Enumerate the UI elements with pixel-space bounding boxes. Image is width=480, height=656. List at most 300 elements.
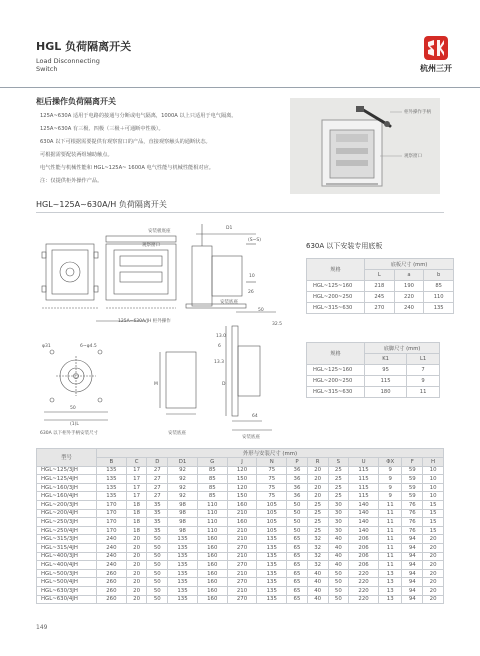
- table-cell: 270: [227, 578, 257, 587]
- table-row: [37, 569, 444, 578]
- table-cell: 260: [97, 569, 127, 578]
- table-cell: 135: [97, 492, 127, 501]
- table-cell: 40: [328, 535, 349, 544]
- table-cell: 160: [197, 586, 227, 595]
- table-cell: 20: [126, 595, 147, 604]
- table-cell: 15: [423, 509, 444, 518]
- table-cell: 135: [97, 466, 127, 475]
- page-number: 149: [36, 624, 48, 631]
- table-cell: 40: [328, 552, 349, 561]
- table-cell: 270: [227, 595, 257, 604]
- brand-logo: [416, 36, 456, 74]
- table-cell: HGL~630/4JH: [37, 595, 97, 604]
- table-cell: 135: [257, 586, 287, 595]
- table-cell: 20: [307, 475, 328, 484]
- table-cell: 135: [424, 303, 454, 314]
- table1-header-group: 底板尺寸 (mm): [365, 259, 454, 270]
- table-cell: 135: [168, 569, 198, 578]
- table-cell: 20: [423, 552, 444, 561]
- table-row: [307, 281, 454, 292]
- table-cell: 20: [307, 492, 328, 501]
- table-cell: 40: [307, 569, 328, 578]
- main-subheader: C: [126, 458, 147, 467]
- table-cell: 240: [97, 561, 127, 570]
- table1-caption: 630A 以下安装专用底板: [306, 242, 383, 250]
- drawing-caption-outside-operation: 125A~630A/JH 柜外操作: [118, 319, 171, 324]
- table-cell: 25: [307, 500, 328, 509]
- table-cell: 140: [349, 509, 379, 518]
- description-paragraph: 注：仅提供柜外操作产品。: [40, 178, 103, 184]
- table-cell: 110: [197, 509, 227, 518]
- table-row: [37, 518, 444, 527]
- table-cell: 95: [365, 365, 407, 376]
- table-cell: 260: [97, 586, 127, 595]
- table-cell: 50: [147, 586, 168, 595]
- table-cell: 135: [97, 483, 127, 492]
- table-cell: 94: [402, 569, 423, 578]
- table-row: [37, 586, 444, 595]
- table-row: [37, 483, 444, 492]
- table-row: [37, 535, 444, 544]
- logo-mark-icon: [424, 36, 448, 60]
- table-cell: 18: [126, 526, 147, 535]
- main-subheader: U: [349, 458, 379, 467]
- main-subheader: G: [197, 458, 227, 467]
- table-cell: 10: [423, 475, 444, 484]
- table-cell: HGL~250/3JH: [37, 518, 97, 527]
- table1-subheader: a: [394, 270, 424, 281]
- table-cell: 94: [402, 552, 423, 561]
- table-cell: 135: [257, 595, 287, 604]
- table-cell: 20: [126, 561, 147, 570]
- table-cell: 11: [378, 509, 402, 518]
- table-cell: 260: [97, 578, 127, 587]
- table-cell: 36: [287, 466, 308, 475]
- drawing-caption-handle-mount: 630A 以下柜外手柄安装尺寸: [40, 431, 99, 436]
- dimension-drawing: [36, 216, 296, 446]
- table-cell: 20: [423, 535, 444, 544]
- table-row: [37, 500, 444, 509]
- table-cell: HGL~400/3JH: [37, 552, 97, 561]
- table-cell: 75: [257, 492, 287, 501]
- table-cell: 50: [147, 552, 168, 561]
- table-cell: 115: [349, 492, 379, 501]
- table-cell: 35: [147, 526, 168, 535]
- table-cell: 15: [423, 518, 444, 527]
- photo-label-window: 观察窗口: [404, 154, 422, 159]
- table-cell: 65: [287, 552, 308, 561]
- table-cell: 240: [97, 543, 127, 552]
- table-cell: 160: [197, 569, 227, 578]
- main-subheader: N: [257, 458, 287, 467]
- table-cell: 50: [147, 535, 168, 544]
- table-cell: 13: [378, 595, 402, 604]
- table-cell: 27: [147, 492, 168, 501]
- table-cell: 160: [227, 518, 257, 527]
- table-cell: 92: [168, 475, 198, 484]
- table-cell: 135: [257, 543, 287, 552]
- main-subheader: P: [287, 458, 308, 467]
- drawing-caption-base-side: 安装底座: [242, 435, 260, 440]
- drawing-label-mount-base: 安装底座: [220, 300, 238, 305]
- table-cell: HGL~160/4JH: [37, 492, 97, 501]
- description-paragraph: 125A~630A 有三极、四极（三极＋可通断中性极）。: [40, 126, 164, 132]
- table-cell: 36: [287, 475, 308, 484]
- product-photo: [290, 98, 440, 194]
- table-cell: 270: [365, 303, 395, 314]
- table-cell: 50: [287, 509, 308, 518]
- dim-label: 50: [70, 406, 76, 411]
- table-cell: 206: [349, 543, 379, 552]
- table-cell: 120: [227, 483, 257, 492]
- table-cell: HGL~125/3JH: [37, 466, 97, 475]
- table-cell: 15: [423, 526, 444, 535]
- table-cell: 36: [287, 483, 308, 492]
- table-cell: 20: [423, 595, 444, 604]
- table-cell: 11: [378, 500, 402, 509]
- table-cell: 20: [126, 543, 147, 552]
- table-cell: 220: [349, 578, 379, 587]
- table-cell: 94: [402, 535, 423, 544]
- table-cell: 105: [257, 509, 287, 518]
- table-cell: 240: [97, 552, 127, 561]
- table-cell: 98: [168, 526, 198, 535]
- table-cell: 85: [197, 483, 227, 492]
- table-cell: 65: [287, 535, 308, 544]
- table-cell: 135: [257, 569, 287, 578]
- table-cell: 59: [402, 475, 423, 484]
- table-cell: 25: [307, 526, 328, 535]
- table-cell: 135: [168, 561, 198, 570]
- table1-header-model: 规格: [307, 259, 365, 281]
- table2-subheader: K1: [365, 354, 407, 365]
- dim-label: φ31: [42, 344, 51, 349]
- table-cell: 115: [365, 376, 407, 387]
- table-cell: 59: [402, 466, 423, 475]
- table-cell: 98: [168, 500, 198, 509]
- table-cell: 40: [307, 595, 328, 604]
- table-cell: 170: [97, 500, 127, 509]
- table-cell: 20: [126, 569, 147, 578]
- table-cell: 40: [307, 578, 328, 587]
- table-cell: 40: [328, 543, 349, 552]
- table-cell: HGL~315~630: [307, 387, 365, 398]
- table-cell: 160: [227, 500, 257, 509]
- table-cell: 135: [97, 475, 127, 484]
- table-cell: 50: [287, 500, 308, 509]
- dimensions-table: [36, 448, 444, 604]
- table-cell: HGL~125~160: [307, 365, 365, 376]
- table-cell: 85: [424, 281, 454, 292]
- table-cell: HGL~500/3JH: [37, 569, 97, 578]
- table-cell: 115: [349, 466, 379, 475]
- table-cell: HGL~200/4JH: [37, 509, 97, 518]
- table-cell: 220: [349, 586, 379, 595]
- foot-size-table: [306, 342, 440, 398]
- table-cell: 25: [328, 483, 349, 492]
- dim-label: 10: [249, 274, 255, 279]
- table-cell: 9: [378, 475, 402, 484]
- table-cell: HGL~125~160: [307, 281, 365, 292]
- main-subheader: B: [97, 458, 127, 467]
- table-cell: HGL~250/4JH: [37, 526, 97, 535]
- table-cell: 40: [328, 561, 349, 570]
- table-cell: 32: [307, 561, 328, 570]
- main-subheader: H: [423, 458, 444, 467]
- table-cell: 11: [378, 552, 402, 561]
- table-cell: 94: [402, 595, 423, 604]
- table-cell: 30: [328, 526, 349, 535]
- table-cell: 27: [147, 475, 168, 484]
- table-cell: 32: [307, 535, 328, 544]
- table-cell: 218: [365, 281, 395, 292]
- table-cell: 135: [168, 552, 198, 561]
- table-cell: 240: [394, 303, 424, 314]
- table-cell: 65: [287, 561, 308, 570]
- table-row: [307, 303, 454, 314]
- table-cell: 135: [168, 543, 198, 552]
- table-cell: HGL~315~630: [307, 303, 365, 314]
- table-cell: 20: [423, 543, 444, 552]
- table-cell: 210: [227, 509, 257, 518]
- table2-header-group: 底脚尺寸 (mm): [365, 343, 440, 354]
- table-cell: 135: [168, 578, 198, 587]
- table-cell: 160: [197, 561, 227, 570]
- table-cell: 65: [287, 595, 308, 604]
- table-cell: 110: [197, 518, 227, 527]
- table-cell: 9: [407, 376, 440, 387]
- table1-subheader: b: [424, 270, 454, 281]
- table-cell: 206: [349, 561, 379, 570]
- table-cell: 10: [423, 483, 444, 492]
- table-cell: 18: [126, 509, 147, 518]
- dim-label: 64: [252, 414, 258, 419]
- table-row: [37, 552, 444, 561]
- table-cell: 15: [423, 500, 444, 509]
- table-cell: 120: [227, 466, 257, 475]
- title-block: [36, 40, 131, 73]
- table-cell: 92: [168, 466, 198, 475]
- table-cell: 9: [378, 466, 402, 475]
- table-cell: 115: [349, 483, 379, 492]
- description-paragraph: 630A 以下可根据需要提供有观察窗口的产品，直接观察触头的通断状态。: [40, 139, 211, 145]
- table-cell: 20: [307, 483, 328, 492]
- table-cell: 210: [227, 569, 257, 578]
- table-cell: 245: [365, 292, 395, 303]
- dim-label: 32.5: [272, 322, 283, 327]
- page-title: HGL 负荷隔离开关: [36, 40, 132, 53]
- table-cell: 140: [349, 526, 379, 535]
- table-cell: 35: [147, 518, 168, 527]
- table-cell: 206: [349, 552, 379, 561]
- table-cell: HGL~630/3JH: [37, 586, 97, 595]
- table-cell: 20: [126, 586, 147, 595]
- table-cell: 17: [126, 483, 147, 492]
- table-cell: 17: [126, 492, 147, 501]
- table-cell: 11: [378, 561, 402, 570]
- table-row: [37, 492, 444, 501]
- table-cell: 65: [287, 569, 308, 578]
- table-cell: 220: [349, 569, 379, 578]
- table-cell: 135: [257, 535, 287, 544]
- dim-label: 26: [248, 290, 254, 295]
- table-cell: 135: [168, 595, 198, 604]
- dim-label: D: [222, 382, 226, 387]
- table-cell: 13: [378, 578, 402, 587]
- table-cell: 65: [287, 578, 308, 587]
- table-cell: 10: [423, 492, 444, 501]
- dim-label: (1)L: [70, 422, 79, 427]
- table-cell: 20: [307, 466, 328, 475]
- photo-label-handle: 柜外操作手柄: [404, 110, 431, 115]
- table-cell: 105: [257, 518, 287, 527]
- table2-header-model: 规格: [307, 343, 365, 365]
- table-cell: 27: [147, 483, 168, 492]
- table-cell: 75: [257, 475, 287, 484]
- table-cell: 50: [147, 543, 168, 552]
- table-cell: 20: [423, 578, 444, 587]
- table-cell: 110: [197, 500, 227, 509]
- table-cell: 30: [328, 518, 349, 527]
- table-cell: 98: [168, 509, 198, 518]
- table-cell: HGL~200/3JH: [37, 500, 97, 509]
- table-cell: 11: [407, 387, 440, 398]
- table-row: [37, 543, 444, 552]
- table-cell: 98: [168, 518, 198, 527]
- dim-label: M: [154, 382, 158, 387]
- table-cell: 94: [402, 586, 423, 595]
- page-subtitle-line1: Load Disconnecting: [36, 57, 100, 65]
- table-cell: 94: [402, 543, 423, 552]
- table-cell: 9: [378, 483, 402, 492]
- table-cell: 32: [307, 543, 328, 552]
- table-cell: 30: [328, 500, 349, 509]
- table-cell: 50: [328, 569, 349, 578]
- table-cell: 50: [287, 518, 308, 527]
- table-cell: 20: [126, 578, 147, 587]
- table-cell: 105: [257, 526, 287, 535]
- table-cell: 270: [227, 543, 257, 552]
- table-cell: 18: [126, 518, 147, 527]
- table-cell: 110: [197, 526, 227, 535]
- page-subtitle-line2: Switch: [36, 65, 58, 73]
- main-header-model: 型号: [37, 449, 97, 467]
- table-cell: 65: [287, 586, 308, 595]
- table-row: [307, 387, 440, 398]
- table-cell: 32: [307, 552, 328, 561]
- table-cell: 9: [378, 492, 402, 501]
- table-cell: 20: [126, 535, 147, 544]
- table-cell: 170: [97, 526, 127, 535]
- table-cell: 150: [227, 492, 257, 501]
- table-cell: 40: [307, 586, 328, 595]
- table-cell: 76: [402, 518, 423, 527]
- table-cell: 18: [126, 500, 147, 509]
- table-cell: HGL~500/4JH: [37, 578, 97, 587]
- table-cell: 85: [197, 466, 227, 475]
- table-cell: 92: [168, 483, 198, 492]
- table-cell: 270: [227, 561, 257, 570]
- table2-subheader: L1: [407, 354, 440, 365]
- table-cell: 190: [394, 281, 424, 292]
- table-cell: 50: [287, 526, 308, 535]
- table-cell: 17: [126, 466, 147, 475]
- table-cell: 110: [424, 292, 454, 303]
- main-subheader: J: [227, 458, 257, 467]
- table-cell: 135: [257, 561, 287, 570]
- description-paragraph: 电气性能与机械性能和 HGL~125A~ 1600A 电气性能与机械性能相对应。: [40, 165, 214, 171]
- drawing-label-window: 观察窗口: [142, 243, 160, 248]
- table-row: [37, 509, 444, 518]
- table-cell: 260: [97, 595, 127, 604]
- table-cell: 7: [407, 365, 440, 376]
- description-paragraph: 125A~630A 适用于电路的接通与分断或电气隔离，1000A 以上只适用于电气隔离。: [40, 113, 237, 119]
- table-cell: 135: [257, 552, 287, 561]
- table-cell: 85: [197, 475, 227, 484]
- main-subheader: ΦX: [378, 458, 402, 467]
- table-cell: 10: [423, 466, 444, 475]
- main-header-group: 外形与安装尺寸 (mm): [97, 449, 444, 458]
- table-row: [37, 595, 444, 604]
- table-cell: 36: [287, 492, 308, 501]
- main-subheader: D: [147, 458, 168, 467]
- table-cell: 50: [147, 595, 168, 604]
- table-cell: 220: [394, 292, 424, 303]
- table-cell: 25: [328, 492, 349, 501]
- table-cell: 65: [287, 543, 308, 552]
- table-row: [307, 292, 454, 303]
- table-row: [37, 466, 444, 475]
- table-cell: 206: [349, 535, 379, 544]
- table-cell: 140: [349, 518, 379, 527]
- table-cell: 20: [423, 569, 444, 578]
- main-subheader: F: [402, 458, 423, 467]
- table-cell: HGL~200~250: [307, 292, 365, 303]
- table-cell: 210: [227, 526, 257, 535]
- table-cell: 13: [378, 586, 402, 595]
- table-row: [307, 365, 440, 376]
- section-description: [40, 113, 280, 191]
- table-cell: 140: [349, 500, 379, 509]
- table-cell: 11: [378, 535, 402, 544]
- table-cell: 25: [307, 518, 328, 527]
- table-row: [37, 526, 444, 535]
- table-cell: 25: [328, 466, 349, 475]
- table-row: [37, 475, 444, 484]
- dim-label: (S~S): [248, 238, 261, 243]
- table-cell: 30: [328, 509, 349, 518]
- table1-subheader: L: [365, 270, 395, 281]
- drawing-label-base-plate: 安装板底座: [148, 229, 171, 234]
- table-cell: 210: [227, 535, 257, 544]
- table-cell: 20: [423, 586, 444, 595]
- table-cell: 76: [402, 526, 423, 535]
- table-cell: 94: [402, 578, 423, 587]
- table-cell: HGL~125/4JH: [37, 475, 97, 484]
- table-cell: 35: [147, 509, 168, 518]
- table-cell: 220: [349, 595, 379, 604]
- table-cell: HGL~160/3JH: [37, 483, 97, 492]
- table-cell: 50: [147, 561, 168, 570]
- dim-label: 50: [258, 308, 264, 313]
- table-cell: 50: [328, 586, 349, 595]
- table-cell: 180: [365, 387, 407, 398]
- table-cell: HGL~400/4JH: [37, 561, 97, 570]
- table-cell: 50: [147, 569, 168, 578]
- dim-label: 13.0: [216, 334, 227, 339]
- table-cell: 76: [402, 500, 423, 509]
- table-cell: 11: [378, 543, 402, 552]
